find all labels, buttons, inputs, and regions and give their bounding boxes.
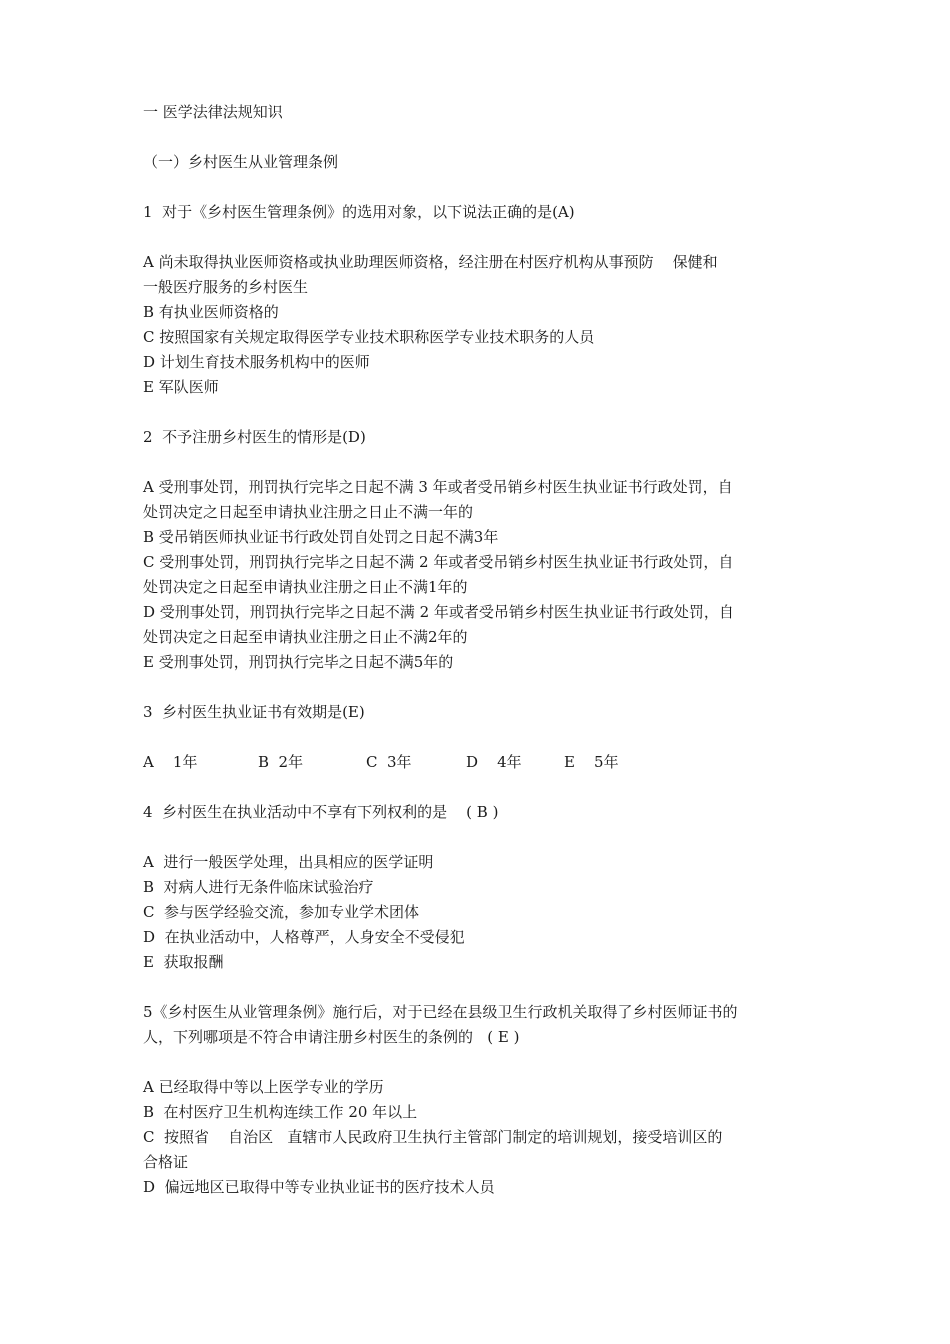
question-2-option: E 受刑事处罚，刑罚执行完毕之日起不满5年的 <box>143 653 454 671</box>
question-2-option: A 受刑事处罚，刑罚执行完毕之日起不满 3 年或者受吊销乡村医生执业证书行政处罚，自 <box>143 478 733 496</box>
question-2-option: C 受刑事处罚，刑罚执行完毕之日起不满 2 年或者受吊销乡村医生执业证书行政处罚，自 <box>143 553 734 571</box>
question-4-stem: 4 乡村医生在执业活动中不享有下列权利的是 ( B ) <box>143 803 499 821</box>
question-1-stem: 1 对于《乡村医生管理条例》的选用对象，以下说法正确的是(A) <box>143 203 575 221</box>
question-3-option: C 3年 <box>366 753 412 771</box>
question-3-options <box>143 750 813 775</box>
question-1-option: B 有执业医师资格的 <box>143 303 279 321</box>
question-5-option: B 在村医疗卫生机构连续工作 20 年以上 <box>143 1103 418 1121</box>
question-4-option: C 参与医学经验交流，参加专业学术团体 <box>143 903 420 921</box>
question-1-option: E 军队医师 <box>143 378 219 396</box>
question-2-option: 处罚决定之日起至申请执业注册之日止不满1年的 <box>143 578 468 596</box>
question-5-option: 合格证 <box>143 1153 189 1171</box>
question-2-option: B 受吊销医师执业证书行政处罚自处罚之日起不满3年 <box>143 528 499 546</box>
question-2-option: D 受刑事处罚，刑罚执行完毕之日起不满 2 年或者受吊销乡村医生执业证书行政处罚，自 <box>143 603 734 621</box>
question-1-option: D 计划生育技术服务机构中的医师 <box>143 353 370 371</box>
question-3-option: E 5年 <box>564 753 619 771</box>
question-4-option: B 对病人进行无条件临床试验治疗 <box>143 878 374 896</box>
question-5-option: A 已经取得中等以上医学专业的学历 <box>143 1078 384 1096</box>
question-2-option: 处罚决定之日起至申请执业注册之日止不满2年的 <box>143 628 468 646</box>
question-1-option: 一般医疗服务的乡村医生 <box>143 278 309 296</box>
question-4-option: A 进行一般医学处理，出具相应的医学证明 <box>143 853 434 871</box>
question-5-option: C 按照省 自治区 直辖市人民政府卫生执行主管部门制定的培训规划，接受培训区的 <box>143 1128 723 1146</box>
question-3-option: D 4年 <box>466 753 522 771</box>
document-page <box>143 100 813 1200</box>
question-5-stem-continued: 人，下列哪项是不符合申请注册乡村医生的条例的 ( E ) <box>143 1028 520 1046</box>
question-3-stem: 3 乡村医生执业证书有效期是(E) <box>143 703 365 721</box>
subsection-title: （一）乡村医生从业管理条例 <box>143 153 339 171</box>
question-2-stem: 2 不予注册乡村医生的情形是(D) <box>143 428 366 446</box>
question-1-option: C 按照国家有关规定取得医学专业技术职称医学专业技术职务的人员 <box>143 328 595 346</box>
question-5-stem: 5《乡村医生从业管理条例》施行后，对于已经在县级卫生行政机关取得了乡村医师证书的 <box>143 1003 738 1021</box>
section-title: 一 医学法律法规知识 <box>143 103 283 121</box>
question-3-option: A 1年 <box>143 753 198 771</box>
question-4-option: D 在执业活动中，人格尊严，人身安全不受侵犯 <box>143 928 465 946</box>
question-4-option: E 获取报酬 <box>143 953 224 971</box>
question-3-option: B 2年 <box>258 753 304 771</box>
question-1-option: A 尚未取得执业医师资格或执业助理医师资格，经注册在村医疗机构从事预防 保健和 <box>143 253 718 271</box>
question-5-option: D 偏远地区已取得中等专业执业证书的医疗技术人员 <box>143 1178 495 1196</box>
question-2-option: 处罚决定之日起至申请执业注册之日止不满一年的 <box>143 503 474 521</box>
